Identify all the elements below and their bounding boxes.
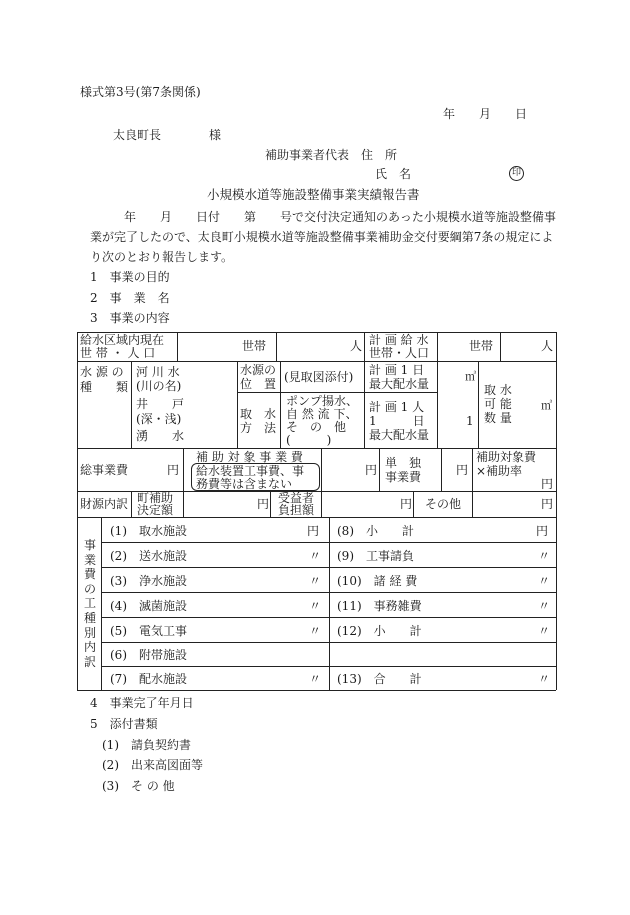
attachment-item: (3) そ の 他 bbox=[102, 779, 175, 793]
left-item-unit: 〃 bbox=[309, 549, 322, 563]
applicant-address-label: 補助事業者代表 住 所 bbox=[265, 148, 398, 162]
per-person-line1: 計 画 1 人 bbox=[369, 400, 425, 414]
per-person-line2: 1 日 bbox=[369, 414, 425, 428]
plan-label-line2: 世帯・人口 bbox=[369, 346, 430, 360]
target-cost-label: 補 助 対 象 事 業 費 bbox=[196, 450, 303, 464]
well-line1: 井 戸 bbox=[136, 397, 185, 411]
town-subsidy-unit: 円 bbox=[257, 497, 270, 511]
breakdown-vertical-label: 事業費の工種別内訳 bbox=[83, 538, 96, 669]
finance-label: 財源内訳 bbox=[80, 497, 129, 511]
town-subsidy-line1: 町補助 bbox=[137, 491, 174, 505]
subsidy-unit: 円 bbox=[541, 477, 554, 491]
single-cost-line1: 単 独 bbox=[385, 456, 422, 470]
intake-capacity-unit: ㎥ bbox=[541, 399, 552, 412]
source-type-line1: 水 源 の bbox=[80, 365, 124, 379]
right-item-label: (12) 小 計 bbox=[337, 624, 422, 638]
left-item-unit: 〃 bbox=[309, 624, 322, 638]
right-item-label: (11) 事務雑費 bbox=[337, 599, 422, 613]
target-cost-unit: 円 bbox=[365, 463, 378, 477]
right-item-unit: 円 bbox=[536, 524, 549, 538]
item-purpose: 1 事業の目的 bbox=[90, 270, 170, 284]
daily-max-unit: ㎥ bbox=[465, 370, 476, 383]
plan-households-unit: 世帯 bbox=[469, 339, 494, 353]
source-location-line1: 水源の bbox=[240, 363, 277, 377]
intro-line-3: り次のとおり報告します。 bbox=[90, 250, 234, 264]
intake-capacity-line1: 取 水 bbox=[484, 383, 512, 397]
source-location-line2: 位 置 bbox=[240, 377, 277, 391]
spring-water: 湧 水 bbox=[136, 429, 185, 443]
right-item-unit: 〃 bbox=[538, 574, 551, 588]
area-label-line1: 給水区域内現在 bbox=[80, 333, 165, 347]
item-attachments: 5 添付書類 bbox=[90, 717, 158, 731]
persons-unit: 人 bbox=[350, 339, 363, 353]
total-cost-label: 総事業費 bbox=[80, 463, 129, 477]
subsidy-line1: 補助対象費 bbox=[476, 450, 537, 464]
map-reference: (見取図添付) bbox=[284, 370, 354, 384]
applicant-name-label: 氏 名 bbox=[375, 167, 412, 181]
intake-capacity-line2: 可 能 bbox=[484, 397, 512, 411]
intake-method-line2: 方 法 bbox=[240, 421, 277, 435]
beneficiary-line1: 受益者 bbox=[278, 491, 315, 505]
per-person-value: 1 bbox=[466, 414, 474, 428]
attachment-item: (2) 出来高図面等 bbox=[102, 758, 203, 772]
left-item-label: (7) 配水施設 bbox=[110, 672, 187, 686]
pump-line2: 自 然 流 下、 bbox=[286, 407, 358, 421]
intake-method-line1: 取 水 bbox=[240, 407, 277, 421]
left-item-label: (5) 電気工事 bbox=[110, 624, 187, 638]
other-label: その他 bbox=[425, 497, 462, 511]
river-water-line2: (川の名) bbox=[136, 379, 182, 393]
attachment-item: (1) 請負契約書 bbox=[102, 738, 191, 752]
pump-line1: ポンプ揚水、 bbox=[286, 394, 359, 408]
addressee: 太良町長 様 bbox=[113, 128, 222, 142]
plan-persons-unit: 人 bbox=[541, 339, 554, 353]
right-item-label: (9) 工事請負 bbox=[337, 549, 414, 563]
right-item-unit: 〃 bbox=[538, 624, 551, 638]
well-line2: (深・浅) bbox=[136, 412, 182, 426]
households-unit: 世帯 bbox=[242, 339, 267, 353]
item-content: 3 事業の内容 bbox=[90, 311, 170, 325]
left-item-unit: 〃 bbox=[309, 672, 322, 686]
plan-label-line1: 計 画 給 水 bbox=[369, 333, 429, 347]
daily-max-line1: 計 画 1 日 bbox=[369, 363, 425, 377]
right-item-unit: 〃 bbox=[538, 599, 551, 613]
left-item-unit: 〃 bbox=[309, 599, 322, 613]
form-number: 様式第3号(第7条関係) bbox=[80, 85, 201, 99]
left-item-label: (3) 浄水施設 bbox=[110, 574, 187, 588]
source-type-line2: 種 類 bbox=[80, 380, 129, 394]
item-completion: 4 事業完了年月日 bbox=[90, 696, 194, 710]
intro-line-2: 業が完了したので、太良町小規模水道等施設整備事業補助金交付要綱第7条の規定によ bbox=[90, 230, 554, 244]
pump-line4: ( ) bbox=[286, 433, 332, 447]
area-label-line2: 世 帯 ・ 人 口 bbox=[80, 346, 156, 360]
single-cost-unit: 円 bbox=[456, 463, 469, 477]
seal-mark: 印 bbox=[509, 166, 524, 181]
subsidy-line2: ×補助率 bbox=[476, 464, 523, 478]
intake-capacity-line3: 数 量 bbox=[484, 411, 512, 425]
beneficiary-line2: 負担額 bbox=[278, 503, 315, 517]
report-title: 小規模水道等施設整備事業実績報告書 bbox=[207, 187, 420, 202]
right-item-unit: 〃 bbox=[538, 672, 551, 686]
total-cost-unit: 円 bbox=[167, 463, 180, 477]
pump-line3: そ の 他 bbox=[286, 420, 347, 434]
beneficiary-unit: 円 bbox=[400, 497, 413, 511]
left-item-label: (6) 附帯施設 bbox=[110, 648, 187, 662]
daily-max-line2: 最大配水量 bbox=[369, 377, 430, 391]
target-note-line1: 給水装置工事費、事 bbox=[196, 464, 305, 478]
target-note-line2: 務費等は含まない bbox=[196, 477, 293, 491]
per-person-line3: 最大配水量 bbox=[369, 428, 430, 442]
date-line: 年 月 日 bbox=[443, 107, 528, 121]
right-item-label: (13) 合 計 bbox=[337, 672, 422, 686]
single-cost-line2: 事業費 bbox=[385, 470, 422, 484]
intro-line-1: 年 月 日付 第 号で交付決定通知のあった小規模水道等施設整備事 bbox=[124, 210, 556, 224]
other-unit: 円 bbox=[541, 497, 554, 511]
town-subsidy-line2: 決定額 bbox=[137, 503, 174, 517]
left-item-unit: 円 bbox=[307, 524, 320, 538]
river-water-line1: 河 川 水 bbox=[136, 365, 180, 379]
item-name: 2 事 業 名 bbox=[90, 291, 170, 305]
left-item-label: (4) 滅菌施設 bbox=[110, 599, 187, 613]
left-item-unit: 〃 bbox=[309, 574, 322, 588]
left-item-label: (1) 取水施設 bbox=[110, 524, 187, 538]
right-item-label: (10) 諸 経 費 bbox=[337, 574, 418, 588]
left-item-label: (2) 送水施設 bbox=[110, 549, 187, 563]
right-item-label: (8) 小 計 bbox=[337, 524, 414, 538]
right-item-unit: 〃 bbox=[538, 549, 551, 563]
